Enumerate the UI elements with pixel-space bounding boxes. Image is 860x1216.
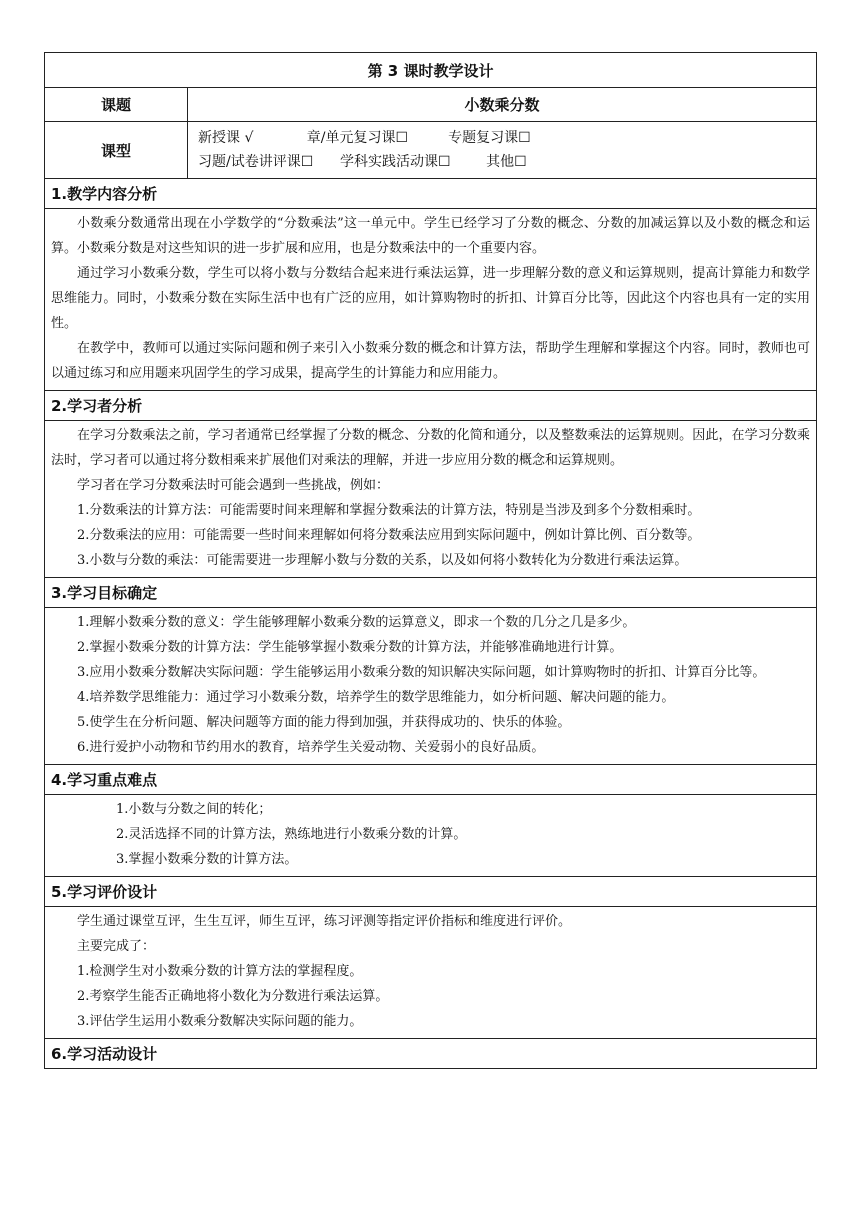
paragraph: 学习者在学习分数乘法时可能会遇到一些挑战，例如： [77,478,390,493]
paragraph: 2.掌握小数乘分数的计算方法：学生能够掌握小数乘分数的计算方法，并能够准确地进行计算。 [77,640,623,655]
lesson-type-row [45,122,817,179]
topic-value: 小数乘分数 [188,88,817,122]
paragraph: 5.使学生在分析问题、解决问题等方面的能力得到加强，并获得成功的、快乐的体验。 [77,715,571,730]
paragraph: 1.检测学生对小数乘分数的计算方法的掌握程度。 [77,964,363,979]
section-heading-row [45,765,817,795]
lesson-type-line-1: 新授课 √ 章/单元复习课☐ 专题复习课☐ [198,130,531,146]
section-heading-row [45,877,817,907]
section-heading: 2.学习者分析 [45,391,817,421]
paragraph: 3.应用小数乘分数解决实际问题：学生能够运用小数乘分数的知识解决实际问题，如计算购物时的折扣、计算百分比等。 [77,665,766,680]
list-item: 3.掌握小数乘分数的计算方法。 [116,852,298,867]
section-heading-row [45,391,817,421]
paragraph: 2.考察学生能否正确地将小数化为分数进行乘法运算。 [77,989,389,1004]
paragraph: 3.评估学生运用小数乘分数解决实际问题的能力。 [77,1014,363,1029]
section-body-row [45,795,817,877]
section-heading: 3.学习目标确定 [45,578,817,608]
section-body [45,608,817,765]
lesson-plan-table [44,52,817,1069]
section-body-row [45,608,817,765]
paragraph: 小数乘分数通常出现在小学数学的“分数乘法”这一单元中。学生已经学习了分数的概念、分数的加减运算以及小数的概念和运算。小数乘分数是对这些知识的进一步扩展和应用，也是分数乘法中的一个重要内容。 [51,216,811,256]
topic-label: 课题 [45,88,188,122]
section-body-row [45,209,817,391]
paragraph: 4.培养数学思维能力：通过学习小数乘分数，培养学生的数学思维能力，如分析问题、解决问题的能力。 [77,690,675,705]
lesson-plan-sheet [44,52,816,1069]
section-heading-row [45,179,817,209]
paragraph: 2.分数乘法的应用：可能需要一些时间来理解如何将分数乘法应用到实际问题中，例如计算比例、百分数等。 [77,528,701,543]
lesson-type-label: 课型 [45,122,188,179]
section-body-row [45,907,817,1039]
paragraph: 在教学中，教师可以通过实际问题和例子来引入小数乘分数的概念和计算方法，帮助学生理解和掌握这个内容。同时，教师也可以通过练习和应用题来巩固学生的学习成果，提高学生的计算能力和应用能力。 [51,341,811,381]
section-heading: 5.学习评价设计 [45,877,817,907]
section-body-row [45,421,817,578]
paragraph: 6.进行爱护小动物和节约用水的教育，培养学生关爱动物、关爱弱小的良好品质。 [77,740,545,755]
section-body [45,421,817,578]
section-heading-row [45,1039,817,1069]
paragraph: 通过学习小数乘分数，学生可以将小数与分数结合起来进行乘法运算，进一步理解分数的意义和运算规则，提高计算能力和数学思维能力。同时，小数乘分数在实际生活中也有广泛的应用，如计算购物时的折扣、计算百分比等，因此这个内容也具有一定的实用性。 [51,266,811,331]
paragraph: 1.分数乘法的计算方法：可能需要时间来理解和掌握分数乘法的计算方法，特别是当涉及到多个分数相乘时。 [77,503,701,518]
title-row [45,53,817,88]
section-body [45,795,817,877]
topic-row [45,88,817,122]
section-body [45,907,817,1039]
list-item: 2.灵活选择不同的计算方法，熟练地进行小数乘分数的计算。 [116,827,467,842]
section-heading: 4.学习重点难点 [45,765,817,795]
document-title: 第 3 课时教学设计 [45,53,817,88]
paragraph: 主要完成了： [77,939,156,954]
paragraph: 3.小数与分数的乘法：可能需要进一步理解小数与分数的关系，以及如何将小数转化为分数进行乘法运算。 [77,553,688,568]
section-heading-row [45,578,817,608]
paragraph: 在学习分数乘法之前，学习者通常已经掌握了分数的概念、分数的化简和通分，以及整数乘法的运算规则。因此，在学习分数乘法时，学习者可以通过将分数相乘来扩展他们对乘法的理解，并进一步应用分数的概念和运算规则。 [51,428,811,468]
paragraph: 1.理解小数乘分数的意义：学生能够理解小数乘分数的运算意义，即求一个数的几分之几是多少。 [77,615,636,630]
list-item: 1.小数与分数之间的转化； [116,802,272,817]
section-heading: 6.学习活动设计 [45,1039,817,1069]
lesson-type-line-2: 习题/试卷讲评课☐ 学科实践活动课☐ 其他☐ [198,154,527,170]
section-body [45,209,817,391]
paragraph: 学生通过课堂互评，生生互评，师生互评，练习评测等指定评价指标和维度进行评价。 [77,914,572,929]
lesson-type-options [188,122,817,179]
section-heading: 1.教学内容分析 [45,179,817,209]
